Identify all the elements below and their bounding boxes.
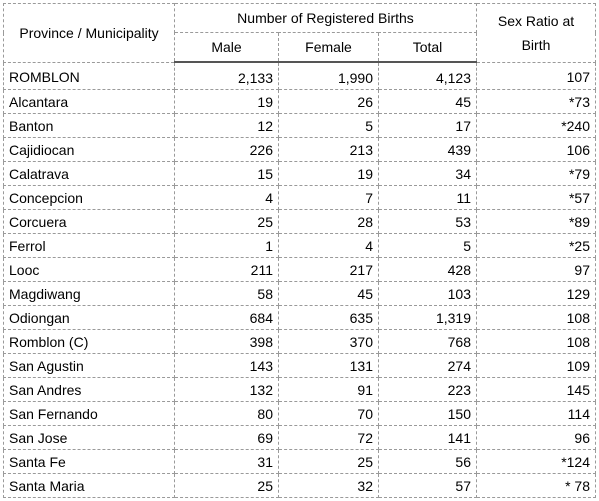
cell-total: 1,319 [379, 306, 477, 330]
cell-sex-ratio: 109 [477, 354, 596, 378]
cell-male: 31 [175, 450, 279, 474]
cell-municipality: San Fernando [4, 402, 175, 426]
cell-sex-ratio: 96 [477, 426, 596, 450]
cell-male: 684 [175, 306, 279, 330]
cell-male: 211 [175, 258, 279, 282]
cell-sex-ratio: 106 [477, 138, 596, 162]
cell-municipality: Looc [4, 258, 175, 282]
cell-male: 25 [175, 474, 279, 498]
header-province-municipality: Province / Municipality [4, 4, 175, 63]
cell-female: 72 [279, 426, 379, 450]
cell-sex-ratio: 114 [477, 402, 596, 426]
cell-municipality: San Andres [4, 378, 175, 402]
cell-total: 439 [379, 138, 477, 162]
cell-sex-ratio: *25 [477, 234, 596, 258]
cell-municipality: Banton [4, 114, 175, 138]
cell-male: 80 [175, 402, 279, 426]
table-row [4, 426, 596, 450]
cell-municipality: Santa Fe [4, 450, 175, 474]
cell-sex-ratio: 129 [477, 282, 596, 306]
cell-total: 11 [379, 186, 477, 210]
table-row [4, 450, 596, 474]
cell-municipality: San Jose [4, 426, 175, 450]
cell-sex-ratio: *57 [477, 186, 596, 210]
cell-sex-ratio: *89 [477, 210, 596, 234]
cell-male: 12 [175, 114, 279, 138]
cell-male: 69 [175, 426, 279, 450]
table-row [4, 90, 596, 114]
table-header [4, 4, 596, 63]
cell-municipality: ROMBLON [4, 62, 175, 90]
table-row [4, 138, 596, 162]
cell-male: 15 [175, 162, 279, 186]
cell-municipality: Magdiwang [4, 282, 175, 306]
cell-female: 1,990 [279, 62, 379, 90]
table-row [4, 306, 596, 330]
cell-male: 58 [175, 282, 279, 306]
cell-sex-ratio: 108 [477, 306, 596, 330]
cell-municipality: Cajidiocan [4, 138, 175, 162]
header-male: Male [175, 33, 279, 63]
cell-total: 53 [379, 210, 477, 234]
header-registered-births: Number of Registered Births [175, 4, 477, 33]
cell-total: 274 [379, 354, 477, 378]
cell-male: 398 [175, 330, 279, 354]
cell-sex-ratio: *240 [477, 114, 596, 138]
cell-female: 4 [279, 234, 379, 258]
cell-female: 213 [279, 138, 379, 162]
cell-sex-ratio: *79 [477, 162, 596, 186]
table-row [4, 258, 596, 282]
cell-sex-ratio: 108 [477, 330, 596, 354]
cell-total: 4,123 [379, 62, 477, 90]
cell-male: 143 [175, 354, 279, 378]
cell-male: 1 [175, 234, 279, 258]
cell-sex-ratio: 107 [477, 62, 596, 90]
cell-total: 768 [379, 330, 477, 354]
cell-female: 635 [279, 306, 379, 330]
births-table-container [3, 3, 595, 498]
cell-total: 103 [379, 282, 477, 306]
cell-male: 2,133 [175, 62, 279, 90]
table-row [4, 62, 596, 90]
cell-total: 17 [379, 114, 477, 138]
cell-male: 19 [175, 90, 279, 114]
table-row [4, 402, 596, 426]
header-sex-ratio: Sex Ratio at Birth [477, 4, 596, 63]
cell-male: 226 [175, 138, 279, 162]
cell-female: 5 [279, 114, 379, 138]
cell-total: 45 [379, 90, 477, 114]
cell-female: 19 [279, 162, 379, 186]
table-row [4, 282, 596, 306]
cell-municipality: Romblon (C) [4, 330, 175, 354]
cell-total: 5 [379, 234, 477, 258]
cell-total: 141 [379, 426, 477, 450]
cell-total: 150 [379, 402, 477, 426]
cell-female: 131 [279, 354, 379, 378]
cell-sex-ratio: *124 [477, 450, 596, 474]
header-total: Total [379, 33, 477, 63]
cell-female: 70 [279, 402, 379, 426]
cell-male: 25 [175, 210, 279, 234]
table-row [4, 210, 596, 234]
cell-total: 57 [379, 474, 477, 498]
cell-female: 91 [279, 378, 379, 402]
cell-municipality: Calatrava [4, 162, 175, 186]
table-row [4, 162, 596, 186]
cell-total: 223 [379, 378, 477, 402]
table-row [4, 474, 596, 498]
cell-municipality: Corcuera [4, 210, 175, 234]
cell-municipality: Santa Maria [4, 474, 175, 498]
cell-male: 4 [175, 186, 279, 210]
cell-municipality: Ferrol [4, 234, 175, 258]
cell-sex-ratio: *73 [477, 90, 596, 114]
table-row [4, 234, 596, 258]
cell-municipality: Odiongan [4, 306, 175, 330]
cell-sex-ratio: 97 [477, 258, 596, 282]
cell-female: 32 [279, 474, 379, 498]
cell-female: 7 [279, 186, 379, 210]
cell-male: 132 [175, 378, 279, 402]
cell-female: 370 [279, 330, 379, 354]
table-body [4, 62, 596, 498]
header-female: Female [279, 33, 379, 63]
table-row [4, 330, 596, 354]
cell-total: 56 [379, 450, 477, 474]
cell-sex-ratio: 145 [477, 378, 596, 402]
cell-municipality: Concepcion [4, 186, 175, 210]
cell-municipality: Alcantara [4, 90, 175, 114]
table-row [4, 186, 596, 210]
cell-sex-ratio: * 78 [477, 474, 596, 498]
cell-total: 34 [379, 162, 477, 186]
table-row [4, 378, 596, 402]
cell-female: 217 [279, 258, 379, 282]
cell-female: 25 [279, 450, 379, 474]
table-row [4, 354, 596, 378]
cell-female: 28 [279, 210, 379, 234]
cell-municipality: San Agustin [4, 354, 175, 378]
cell-total: 428 [379, 258, 477, 282]
registered-births-table [3, 3, 596, 498]
cell-female: 45 [279, 282, 379, 306]
cell-female: 26 [279, 90, 379, 114]
table-row [4, 114, 596, 138]
